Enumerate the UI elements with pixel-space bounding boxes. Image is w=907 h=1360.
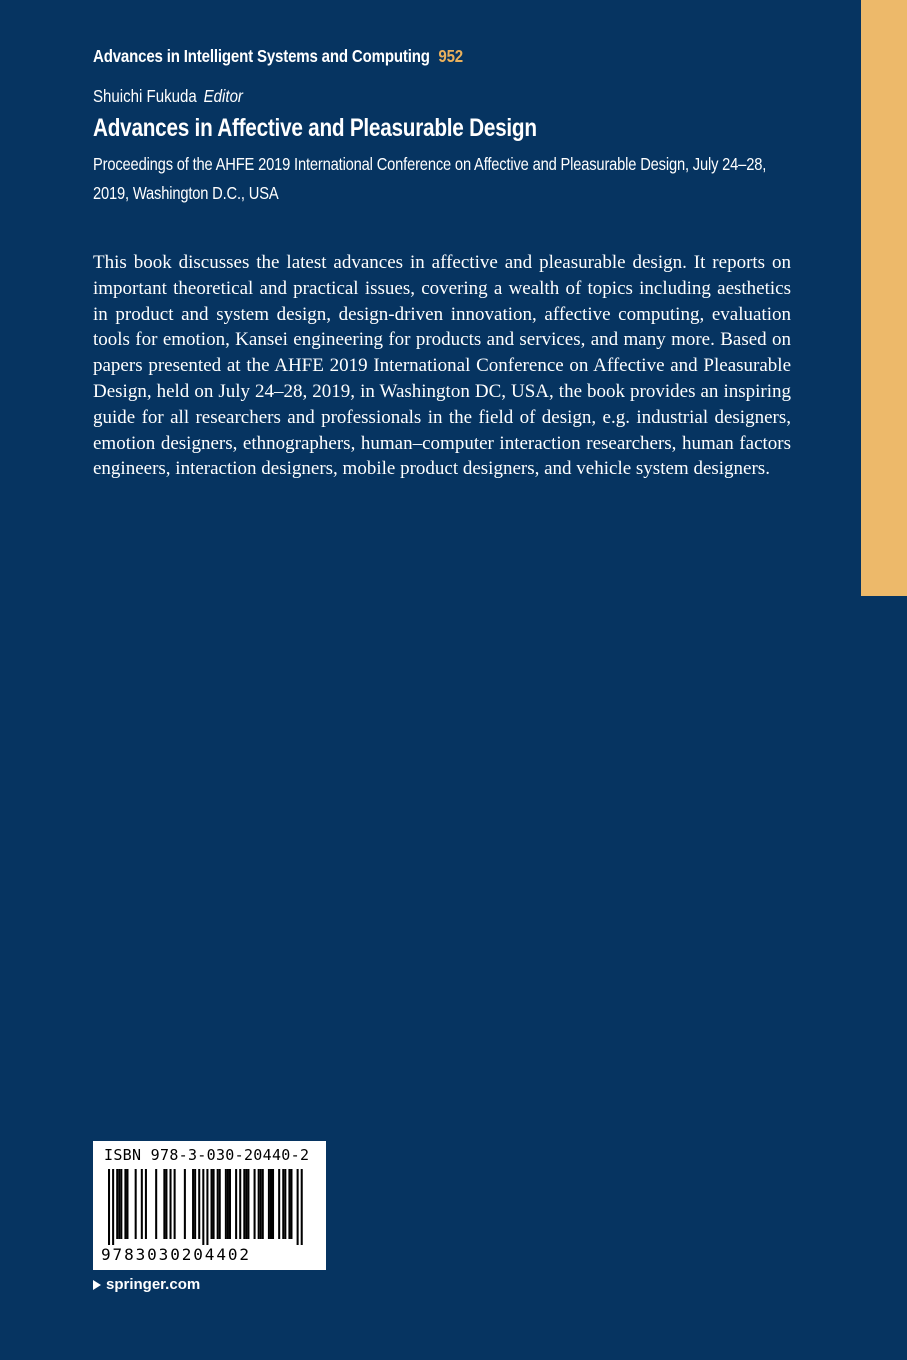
barcode-bar — [213, 1169, 215, 1239]
barcode-bar — [163, 1169, 165, 1239]
barcode-bar — [170, 1169, 172, 1239]
barcode-bar — [284, 1169, 286, 1239]
editor-name: Shuichi Fukuda — [93, 86, 197, 106]
barcode-bar — [194, 1169, 196, 1239]
barcode-bar — [268, 1169, 270, 1239]
barcode-bar — [116, 1169, 118, 1239]
barcode-bar — [155, 1169, 157, 1239]
barcode-bar — [282, 1169, 284, 1239]
book-subtitle: Proceedings of the AHFE 2019 International Conference on Affective and Pleasurable Design, July 24–28, 2019, Washington D.C., USA — [93, 154, 767, 203]
isbn-barcode — [93, 1141, 326, 1270]
barcode-bar — [243, 1169, 245, 1239]
barcode-bar — [141, 1169, 143, 1239]
springer-link[interactable] — [93, 1276, 200, 1293]
barcode-bar — [165, 1169, 167, 1239]
series-title: Advances in Intelligent Systems and Computing — [93, 46, 430, 66]
springer-link-text: springer.com — [106, 1276, 201, 1293]
book-title: Advances in Affective and Pleasurable Design — [93, 114, 537, 142]
isbn-label: ISBN 978-3-030-20440-2 — [104, 1146, 310, 1164]
barcode-bar — [198, 1169, 200, 1239]
barcode-bar — [211, 1169, 213, 1239]
barcode-bar — [239, 1169, 241, 1239]
barcode-bar — [235, 1169, 237, 1239]
book-description: This book discusses the latest advances in affective and pleasurable design. It reports on important theoretical and practical issues, covering a wealth of topics including aesthetics in product and system design, design-driven innovation, affective computing, evaluation tools for emotion, Kansei engineering for products and services, and many more. Based on papers presented at the AHFE 2019 International Conference on Affective and Pleasurable Design, held on July 24–28, 2019, in Washington DC, USA, the book provides an inspiring guide for all researchers and professionals in the field of design, e.g. industrial designers, emotion designers, ethnographers, human–computer interaction researchers, human factors engineers, interaction designers, mobile product designers, and vehicle system designers. — [93, 252, 791, 480]
barcode-bar — [219, 1169, 221, 1239]
barcode-bar — [297, 1169, 299, 1245]
editor-role: Editor — [203, 86, 243, 106]
barcode-bar — [245, 1169, 247, 1239]
barcode-bar — [227, 1169, 229, 1239]
barcode-digits: 9783030204402 — [101, 1245, 251, 1264]
barcode-bar — [118, 1169, 120, 1239]
barcode-bar — [254, 1169, 256, 1239]
barcode-bar — [278, 1169, 280, 1239]
series-number: 952 — [438, 46, 464, 66]
barcode-bar — [112, 1169, 114, 1245]
triangle-arrow-icon — [93, 1280, 101, 1290]
barcode-bar — [184, 1169, 186, 1239]
barcode-bar — [124, 1169, 126, 1239]
barcode-bars — [102, 1169, 317, 1245]
barcode-bar — [247, 1169, 249, 1239]
barcode-bar — [290, 1169, 292, 1239]
barcode-bar — [260, 1169, 262, 1239]
barcode-bar — [108, 1169, 110, 1245]
barcode-bar — [262, 1169, 264, 1239]
barcode-bar — [126, 1169, 128, 1239]
barcode-bar — [217, 1169, 219, 1239]
barcode-bar — [258, 1169, 260, 1239]
series-header — [93, 46, 463, 67]
barcode-bar — [192, 1169, 194, 1239]
barcode-bar — [229, 1169, 231, 1239]
barcode-bar — [225, 1169, 227, 1239]
barcode-bar — [120, 1169, 122, 1239]
editor-line — [93, 86, 243, 107]
barcode-bar — [206, 1169, 208, 1245]
barcode-bar — [270, 1169, 272, 1239]
barcode-bar — [202, 1169, 204, 1245]
barcode-bar — [135, 1169, 137, 1239]
barcode-bar — [272, 1169, 274, 1239]
accent-color-strip — [861, 0, 907, 596]
barcode-bar — [174, 1169, 176, 1239]
barcode-bar — [145, 1169, 147, 1239]
barcode-bar — [288, 1169, 290, 1239]
barcode-bar — [301, 1169, 303, 1245]
